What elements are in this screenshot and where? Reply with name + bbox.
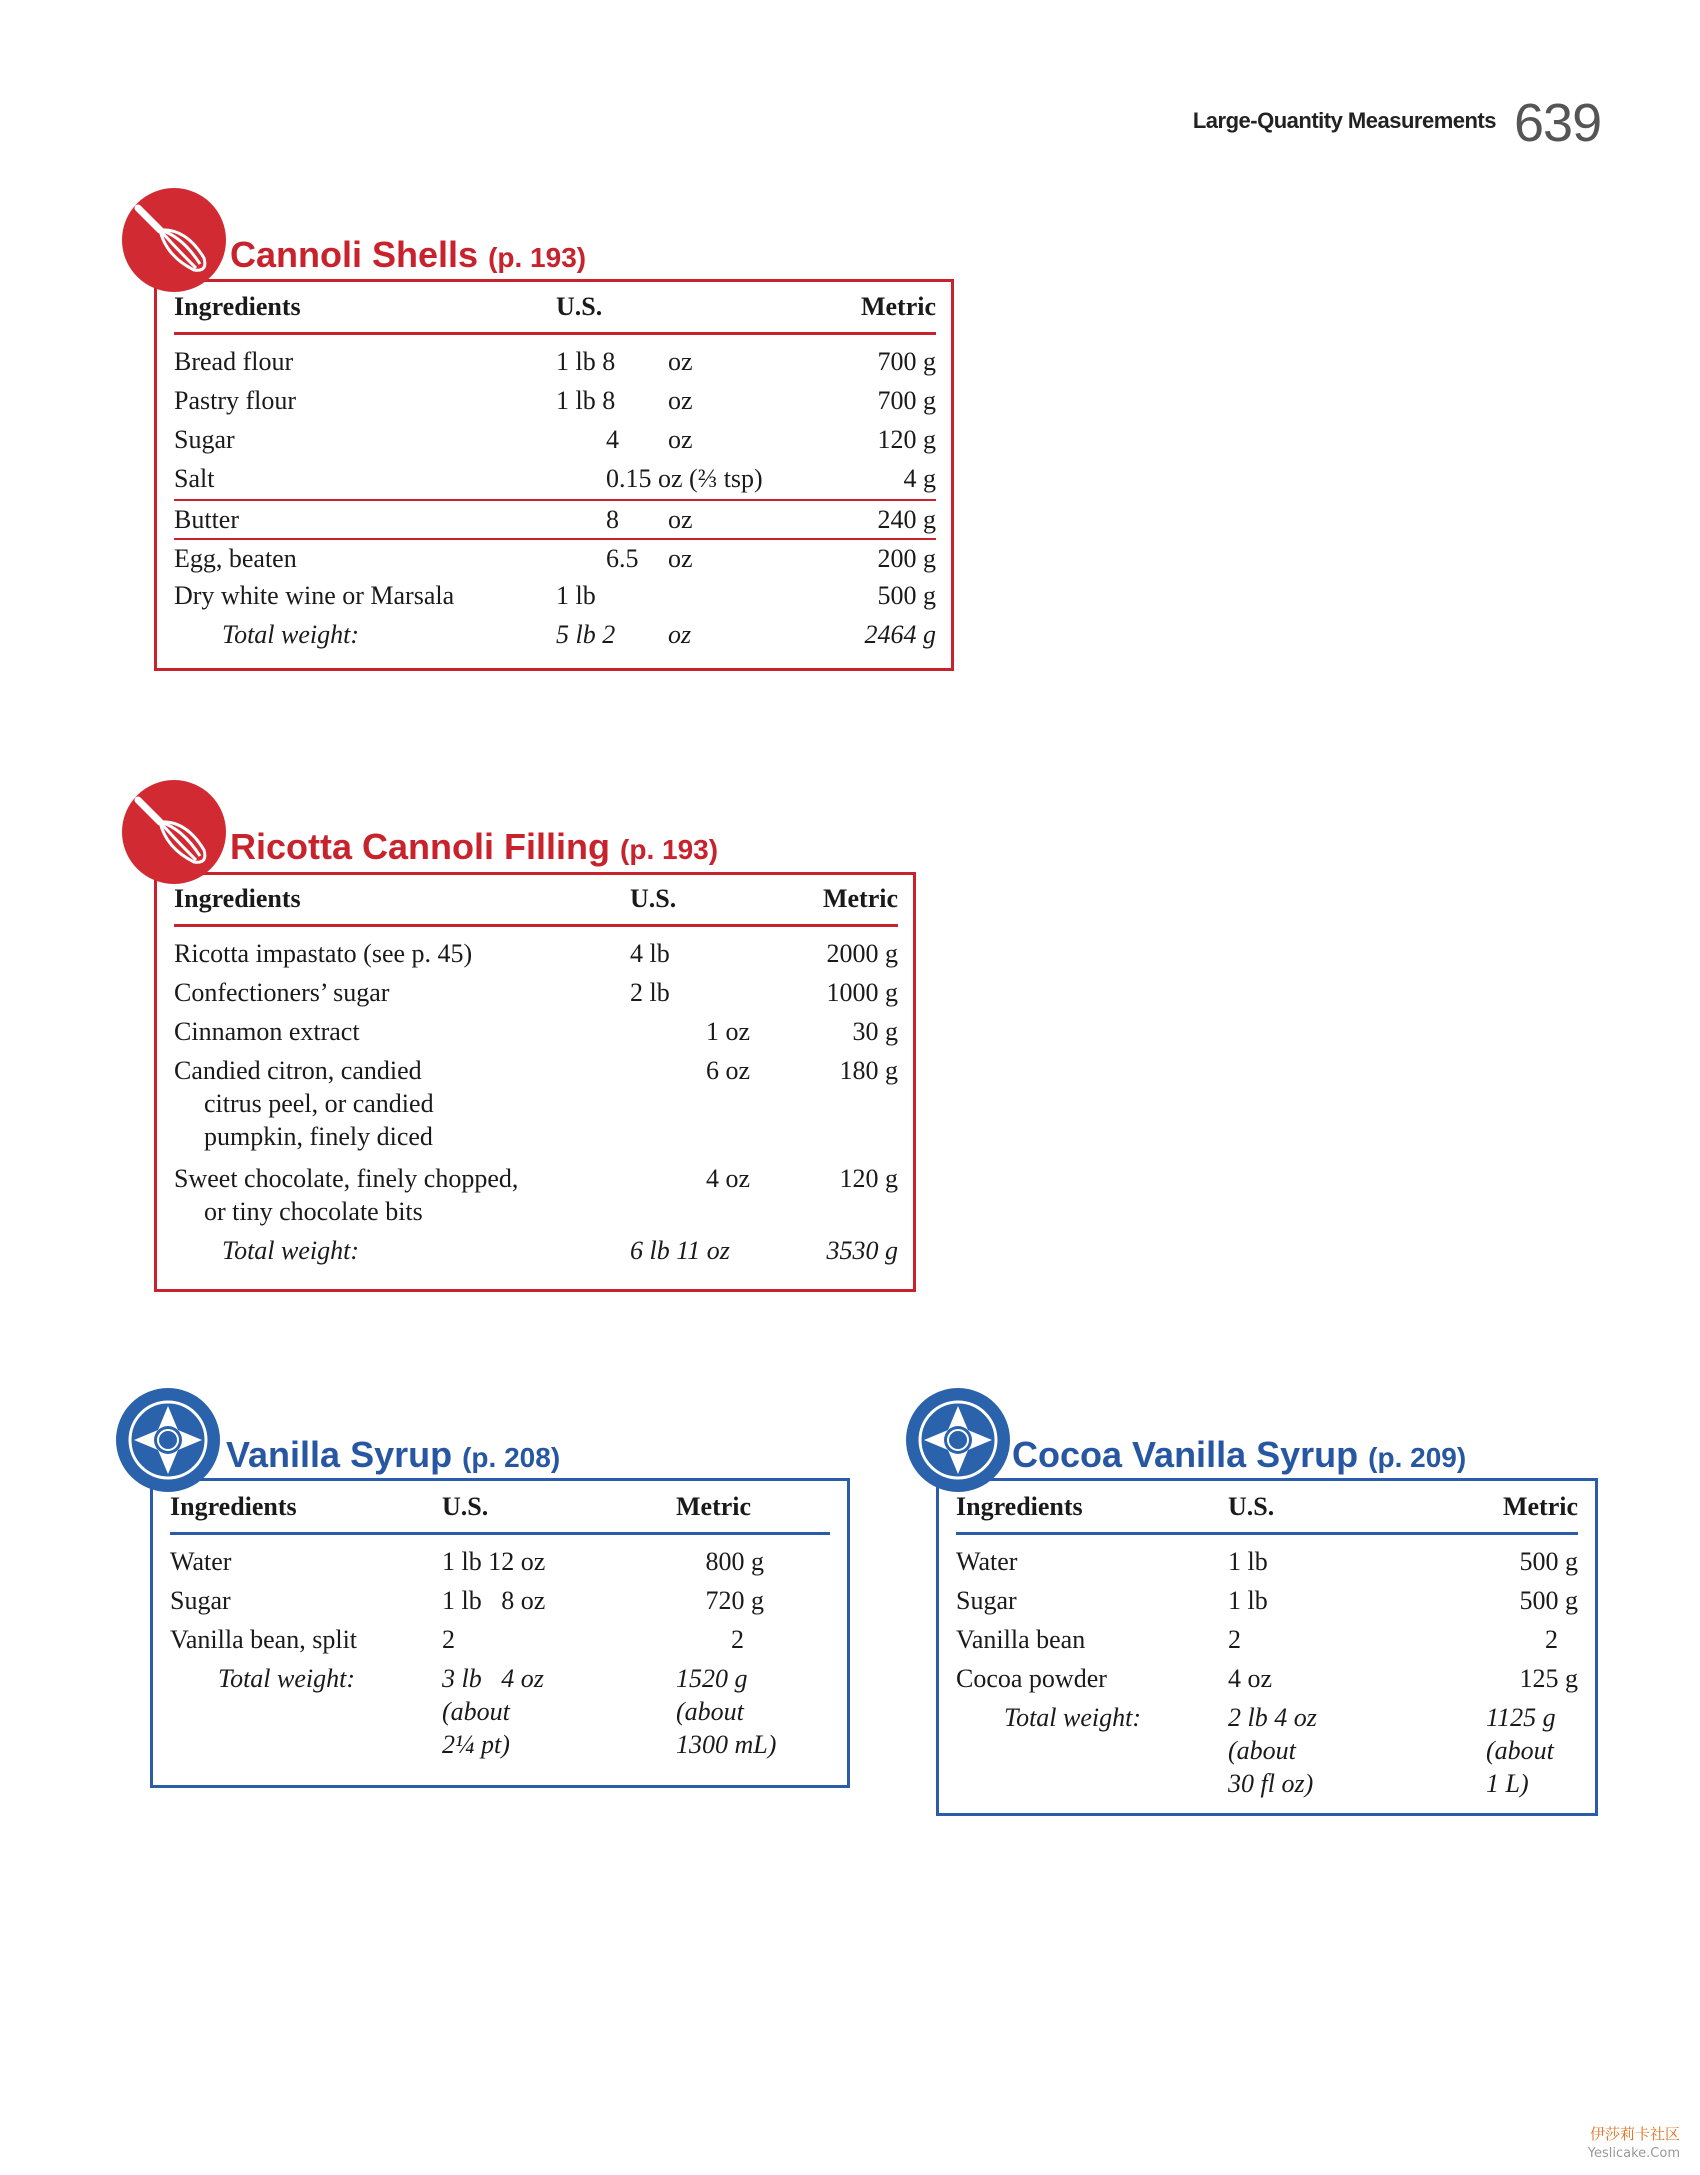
col-header-metric: Metric bbox=[1502, 1492, 1578, 1521]
col-header-metric: Metric bbox=[822, 884, 898, 913]
header-rule bbox=[170, 1532, 830, 1535]
table-row: Cinnamon extract 1 oz 30 g bbox=[174, 1017, 898, 1046]
total-row: Total weight: 6 lb 11 oz 3530 g bbox=[222, 1236, 898, 1265]
table-row: Bread flour 1 lb 8 oz 700 g bbox=[174, 347, 936, 376]
recipe-table-ricotta-cannoli-filling bbox=[174, 880, 898, 1271]
header-rule bbox=[174, 924, 898, 927]
total-row: Total weight: 5 lb 2 oz 2464 g bbox=[222, 620, 936, 649]
whisk-icon bbox=[122, 780, 226, 884]
table-row: Confectioners’ sugar 2 lb 1000 g bbox=[174, 978, 898, 1007]
total-row: Total weight: 3 lb 4 oz (about 2¼ pt) 1520 g (about 1300 mL) bbox=[218, 1664, 777, 1759]
table-row: Vanilla bean 2 2 bbox=[956, 1625, 1558, 1654]
col-header-ingredients: Ingredients bbox=[170, 1492, 297, 1521]
table-row: Sugar 1 lb 8 oz 720 g bbox=[170, 1586, 764, 1615]
table-row: Water 1 lb 12 oz 800 g bbox=[170, 1547, 764, 1576]
col-header-us: U.S. bbox=[442, 1492, 489, 1521]
page-number: 639 bbox=[1514, 93, 1602, 153]
recipe-title-cannoli-shells: Cannoli Shells (p. 193) bbox=[230, 234, 587, 275]
recipe-title-cocoa-vanilla-syrup: Cocoa Vanilla Syrup (p. 209) bbox=[1012, 1434, 1467, 1475]
table-row: Sugar 1 lb 500 g bbox=[956, 1586, 1578, 1615]
col-header-metric: Metric bbox=[860, 292, 936, 321]
whisk-icon bbox=[122, 188, 226, 292]
table-row: Butter 8 oz 240 g bbox=[174, 499, 936, 538]
col-header-us: U.S. bbox=[630, 884, 677, 913]
recipe-table-cocoa-vanilla-syrup bbox=[956, 1488, 1578, 1807]
table-row: Dry white wine or Marsala 1 lb 500 g bbox=[174, 581, 936, 610]
table-row: Sugar 4 oz 120 g bbox=[174, 425, 936, 454]
header-rule bbox=[956, 1532, 1578, 1535]
table-row: Vanilla bean, split 2 2 bbox=[170, 1625, 744, 1654]
col-header-us: U.S. bbox=[1228, 1492, 1275, 1521]
header-rule bbox=[174, 332, 936, 335]
table-row: Water 1 lb 500 g bbox=[956, 1547, 1578, 1576]
table-row: Sweet chocolate, finely chopped, or tiny chocolate bits 4 oz 120 g bbox=[174, 1164, 898, 1226]
table-row: Cocoa powder 4 oz 125 g bbox=[956, 1664, 1578, 1693]
col-header-us: U.S. bbox=[556, 292, 603, 321]
recipe-title-ricotta-cannoli-filling: Ricotta Cannoli Filling (p. 193) bbox=[230, 826, 719, 867]
col-header-ingredients: Ingredients bbox=[174, 292, 301, 321]
table-row: Salt 0.15 oz (⅔ tsp) 4 g bbox=[174, 464, 936, 493]
recipe-title-vanilla-syrup: Vanilla Syrup (p. 208) bbox=[226, 1434, 561, 1475]
cordon-bleu-logo bbox=[906, 1388, 1010, 1492]
col-header-ingredients: Ingredients bbox=[956, 1492, 1083, 1521]
watermark: 伊莎莉卡社区 Yeslicake.Com bbox=[1587, 2125, 1680, 2161]
cordon-bleu-logo bbox=[116, 1388, 220, 1492]
col-header-metric: Metric bbox=[676, 1492, 752, 1521]
table-row: Candied citron, candied citrus peel, or candied pumpkin, finely diced 6 oz 180 g bbox=[174, 1056, 898, 1151]
table-row: Pastry flour 1 lb 8 oz 700 g bbox=[174, 386, 936, 415]
table-row: Egg, beaten 6.5 oz 200 g bbox=[174, 538, 936, 577]
table-row: Ricotta impastato (see p. 45) 4 lb 2000 g bbox=[174, 939, 898, 968]
total-row: Total weight: 2 lb 4 oz (about 30 fl oz) 1125 g (about 1 L) bbox=[1004, 1703, 1556, 1798]
recipe-table-vanilla-syrup bbox=[170, 1488, 830, 1768]
recipe-table-cannoli-shells bbox=[174, 288, 936, 655]
running-header: Large-Quantity Measurements bbox=[1192, 108, 1496, 133]
col-header-ingredients: Ingredients bbox=[174, 884, 301, 913]
